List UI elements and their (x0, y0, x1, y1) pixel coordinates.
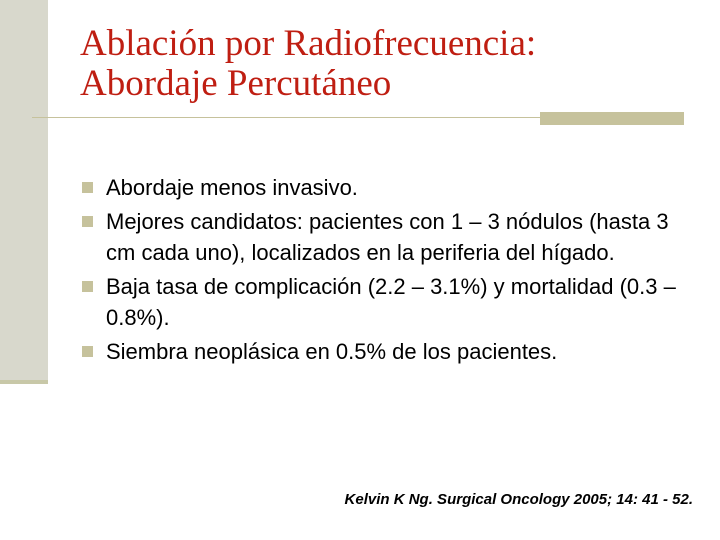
decorative-side-bar (0, 0, 48, 380)
square-bullet-icon (82, 216, 93, 227)
square-bullet-icon (82, 346, 93, 357)
bullet-text: Abordaje menos invasivo. (106, 175, 358, 200)
bullet-list (82, 172, 692, 370)
slide-title-line-1: Ablación por Radiofrecuencia: (80, 23, 537, 64)
bullet-text: Mejores candidatos: pacientes con 1 – 3 nódulos (hasta 3 cm cada uno), localizados en la periferia del hígado. (106, 209, 669, 265)
slide-title (80, 24, 700, 104)
slide-title-line-2: Abordaje Percutáneo (80, 63, 392, 104)
bullet-item (82, 336, 692, 367)
bullet-item (82, 271, 692, 333)
bullet-text: Siembra neoplásica en 0.5% de los pacientes. (106, 339, 558, 364)
decorative-side-bar-edge (0, 380, 48, 384)
bullet-text: Baja tasa de complicación (2.2 – 3.1%) y mortalidad (0.3 – 0.8%). (106, 274, 676, 330)
citation: Kelvin K Ng. Surgical Oncology 2005; 14: 41 - 52. (344, 491, 693, 508)
bullet-item (82, 206, 692, 268)
title-divider-block (540, 112, 684, 125)
square-bullet-icon (82, 182, 93, 193)
square-bullet-icon (82, 281, 93, 292)
bullet-item (82, 172, 692, 203)
